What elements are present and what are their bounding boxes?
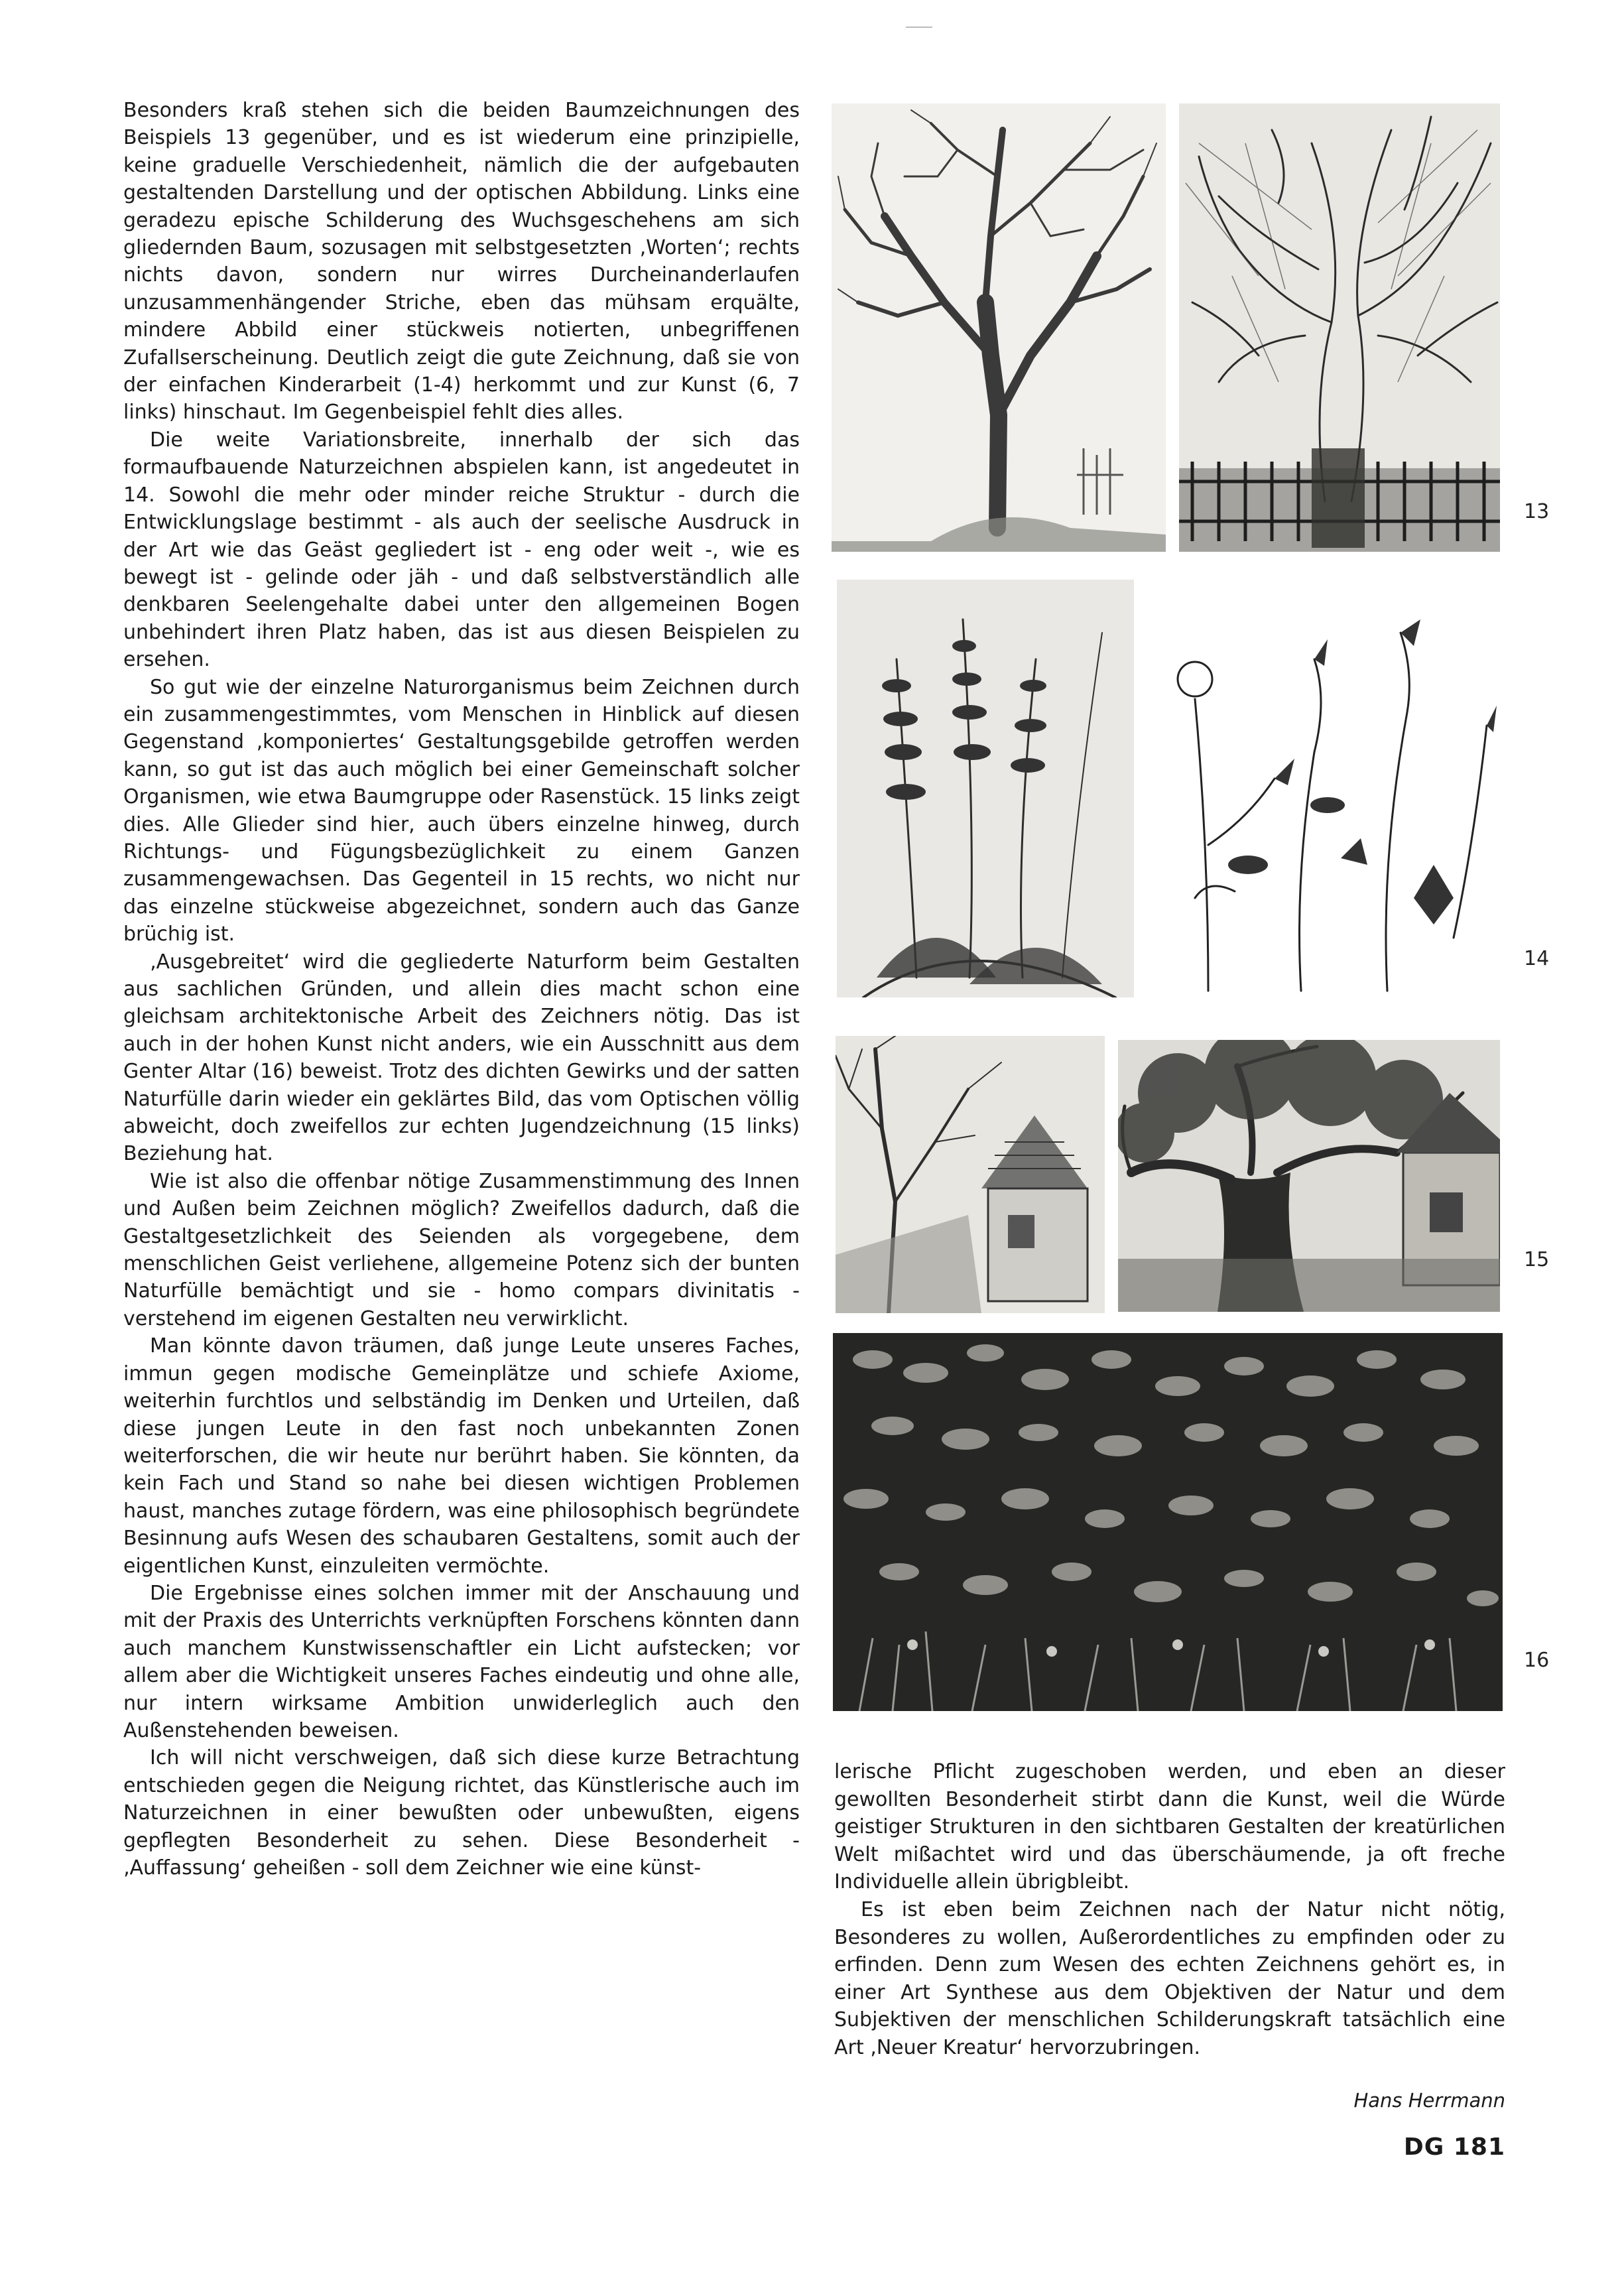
paragraph: ‚Ausgebreitet‘ wird die gegliederte Naturform beim Gestalten aus sachlichen Gründen, und allein dies macht schon eine gleichsam architektonische Arbeit des Zeichners nötig. Das ist auch in der hohen Kunst nicht anders, wie ein Ausschnitt aus dem Genter Altar (16) beweist. Trotz des dichten Gewirks und der satten Naturfülle darin wieder ein geklärtes Bild, das vom Optischen völlig abweicht, doch zweifellos zur echten Jugendzeichnung (15 links) Beziehung hat. xyxy=(123,950,800,1166)
paragraph: So gut wie der einzelne Naturorganismus beim Zeichnen durch ein zusammengestimmtes, vom Menschen in Hinblick auf diesen Gegenstand ‚komponiertes‘ Gestaltungsgebilde getroffen werden kann, so gut ist das auch möglich bei einer Gemeinschaft solcher Organismen, wie etwa Baumgruppe oder Rasenstück. 15 links zeigt dies. Alle Glieder sind hier, auch übers einzelne hinweg, durch Richtungs- und Fügungsbezüglichkeit zu einem Ganzen zusammengewachsen. Das Gegenteil in 15 rechts, wo nicht nur das einzelne stückweise abgezeichnet, sondern auch das Ganze brüchig ist. xyxy=(123,675,800,946)
figure-13-right-tree xyxy=(1179,103,1500,552)
scan-mark xyxy=(906,27,932,28)
figure-14-plant-drawings xyxy=(837,580,1500,997)
figure-15-left xyxy=(836,1036,1105,1313)
magazine-abbrev: DG xyxy=(1403,2134,1445,2161)
paragraph: Wie ist also die offenbar nötige Zusammenstimmung des Innen und Außen beim Zeichnen möglich? Zweifellos dadurch, daß die Gestaltgesetzlichkeit des Seienden als vorgegebene, dem menschlichen Geist verliehene, allgemeine Potenz sich der bunten Naturfülle bemächtigt und sie - homo compars divinitatis - verstehend im eigenen Gestalten neu verwirklicht. xyxy=(123,1169,800,1330)
paragraph: Man könnte davon träumen, daß junge Leute unseres Faches, immun gegen modische Gemeinplätze und schiefe Axiome, weiterhin furchtlos und selbständig im Denken und Urteilen, daß diese jungen Leute in den fast noch unbekannten Zonen weiterforschen, die wir heute nur berührt haben. Sie könnten, da kein Fach und Stand so nahe bei diesen wichtigen Problemen haust, manches zutage fördern, was eine philosophisch begründete Besinnung aufs Wesen des schaubaren Gestaltens, somit auch der eigentlichen Kunst, einzuleiten vermöchte. xyxy=(123,1334,800,1578)
figure-13-left-tree xyxy=(832,103,1166,552)
paragraph: Die Ergebnisse eines solchen immer mit der Anschauung und mit der Praxis des Unterrichts verknüpften Forschens könnten dann auch manchem Kunstwissenschaftler ein Licht aufstecken; vor allem aber die Wichtigkeit unseres Faches eindeutig und ohne alle, nur intern wirksame Ambition unwiderleglich auch den Außenstehenden beweisen. xyxy=(123,1581,800,1742)
figure-16-genter-altar-detail xyxy=(833,1333,1503,1711)
paragraph: Es ist eben beim Zeichnen nach der Natur nicht nötig, Besonderes zu wollen, Außerordentliches zu empfinden oder zu erfinden. Denn zum Wesen des echten Zeichnens gehört es, in einer Art Synthese aus dem Objektiven der Natur und dem Subjektiven der menschlichen Schilderungskraft tatsächlich eine Art ‚Neuer Kreatur‘ hervorzubringen. xyxy=(834,1897,1505,2059)
author-signature: Hans Herrmann xyxy=(1353,2089,1505,2112)
paragraph: Die weite Variationsbreite, innerhalb der sich das formaufbauende Naturzeichnen abspielen kann, ist angedeutet in 14. Sowohl die mehr oder minder reiche Struktur - durch die Entwicklungslage bestimmt - als auch der seelische Ausdruck in der Art wie das Geäst gegliedert ist - eng oder weit -, wie es bewegt ist - gelinde oder jäh - und daß selbstverständlich alle denkbaren Seelengehalte dabei unter den allgemeinen Bogen unbehindert ihren Platz haben, das ist aus diesen Beispielen zu ersehen. xyxy=(123,428,800,672)
right-text-column xyxy=(834,1758,1505,2130)
page-number-value: 181 xyxy=(1453,2134,1505,2161)
paragraph: Ich will nicht verschweigen, daß sich diese kurze Betrachtung entschieden gegen die Neigung richtet, das Künstlerische auch im Naturzeichnen in einer bewußten oder unbewußten, eigens gepflegten Besonderheit zu sehen. Diese Besonderheit - ‚Auffassung‘ geheißen - soll dem Zeichner wie eine künst- xyxy=(123,1746,800,1880)
left-text-column xyxy=(123,97,800,2106)
figure-15-right xyxy=(1118,1040,1500,1312)
figure-number-13: 13 xyxy=(1524,500,1550,523)
figure-number-14: 14 xyxy=(1524,947,1550,970)
figure-number-16: 16 xyxy=(1524,1649,1550,1672)
page-number xyxy=(1386,2134,1505,2161)
figure-number-15: 15 xyxy=(1524,1248,1550,1271)
paragraph: Besonders kraß stehen sich die beiden Baumzeichnungen des Beispiels 13 gegenüber, und es ist wiederum eine prinzipielle, keine graduelle Verschiedenheit, nämlich die der aufgebauten gestaltenden Darstellung und der optischen Abbildung. Links eine geradezu epische Schilderung des Wuchsgeschehens am sich gliedernden Baum, sozusagen mit selbstgesetzten ‚Worten‘; rechts nichts davon, sondern nur wirres Durcheinanderlaufen unzusammenhängender Striche, eben das mühsam erquälte, mindere Abbild einer stückweis notierten, unbegriffenen Zufallserscheinung. Deutlich zeigt die gute Zeichnung, daß sie von der einfachen Kinderarbeit (1-4) herkommt und zur Kunst (6, 7 links) hinschaut. Im Gegenbeispiel fehlt dies alles. xyxy=(123,99,800,424)
paragraph: lerische Pflicht zugeschoben werden, und eben an dieser gewollten Besonderheit stirbt dann die Kunst, weil die Würde geistiger Strukturen in den sichtbaren Gestalten der kreatürlichen Welt mißachtet wird und das überschäumende, ja oft freche Individuelle allein übrigbleibt. xyxy=(834,1760,1505,1894)
